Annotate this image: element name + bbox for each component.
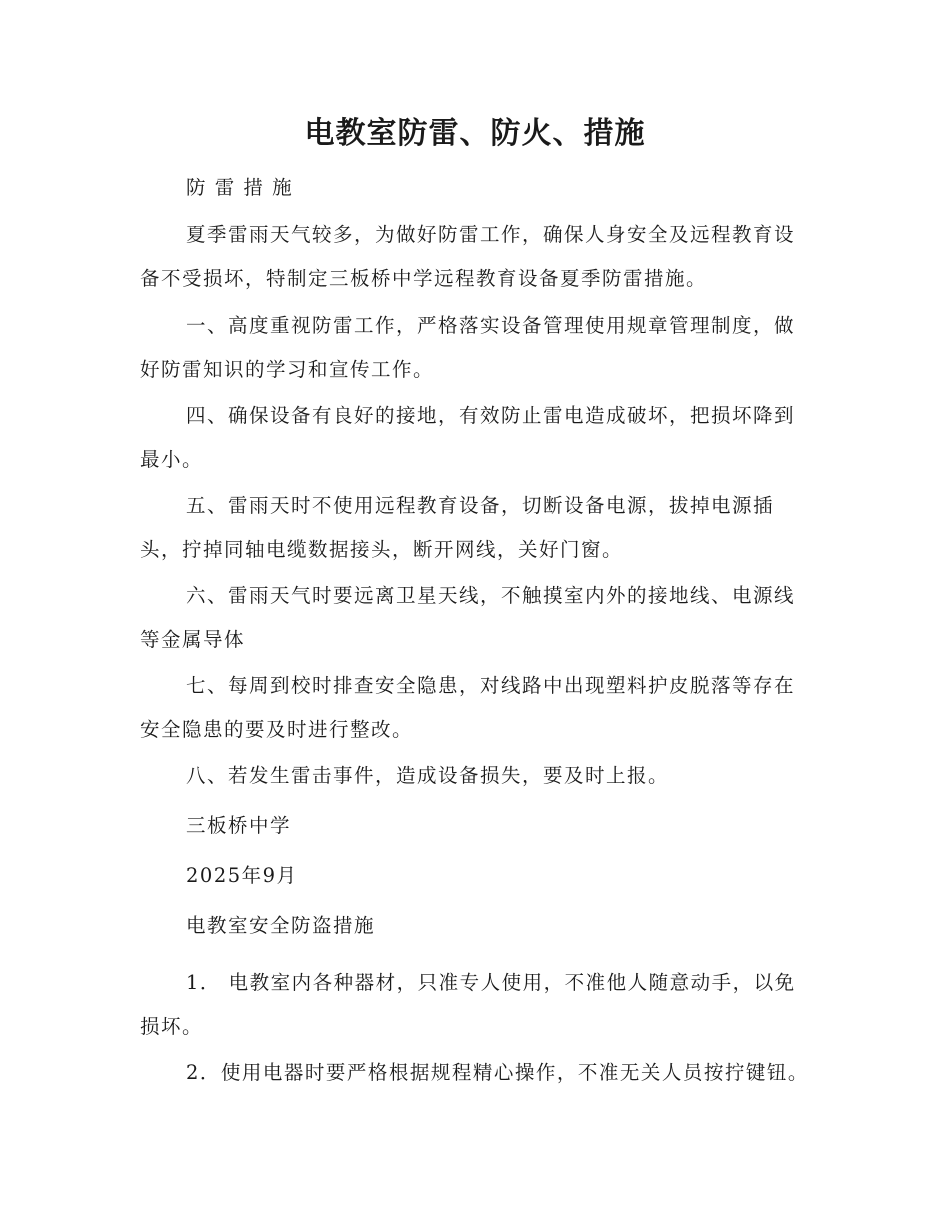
paragraph-item-4: 四、确保设备有良好的接地，有效防止雷电造成破坏，把损坏降到最小。 [140, 404, 796, 471]
signature-date: 2025年9月 [186, 864, 298, 887]
paragraph-item-5: 五、雷雨天时不使用远程教育设备，切断设备电源，拔掉电源插头，拧掉同轴电缆数据接头，断开网线，关好门窗。 [140, 494, 775, 561]
paragraph-item-1: 一、高度重视防雷工作，严格落实设备管理使用规章管理制度，做好防雷知识的学习和宣传工作。 [140, 314, 796, 381]
paragraph-item-6: 六、雷雨天气时要远离卫星天线，不触摸室内外的接地线、电源线等金属导体 [140, 584, 796, 651]
paragraph-item-8: 八、若发生雷击事件，造成设备损失，要及时上报。 [186, 764, 670, 787]
paragraph-intro: 夏季雷雨天气较多，为做好防雷工作，确保人身安全及远程教育设备不受损坏，特制定三板桥中学远程教育设备夏季防雷措施。 [140, 223, 796, 290]
signature-school: 三板桥中学 [186, 814, 292, 837]
theft-item-2: 2．使用电器时要严格根据规程精心操作，不准无关人员按拧键钮。 [186, 1061, 809, 1084]
section-heading-lightning: 防 雷 措 施 [186, 176, 294, 199]
theft-item-1: 1． 电教室内各种器材，只准专人使用，不准他人随意动手，以免损坏。 [140, 971, 796, 1038]
document-title: 电教室防雷、防火、措施 [304, 116, 646, 151]
paragraph-item-7: 七、每周到校时排查安全隐患，对线路中出现塑料护皮脱落等存在安全隐患的要及时进行整改。 [140, 674, 796, 741]
section-heading-theft: 电教室安全防盗措施 [186, 914, 376, 937]
